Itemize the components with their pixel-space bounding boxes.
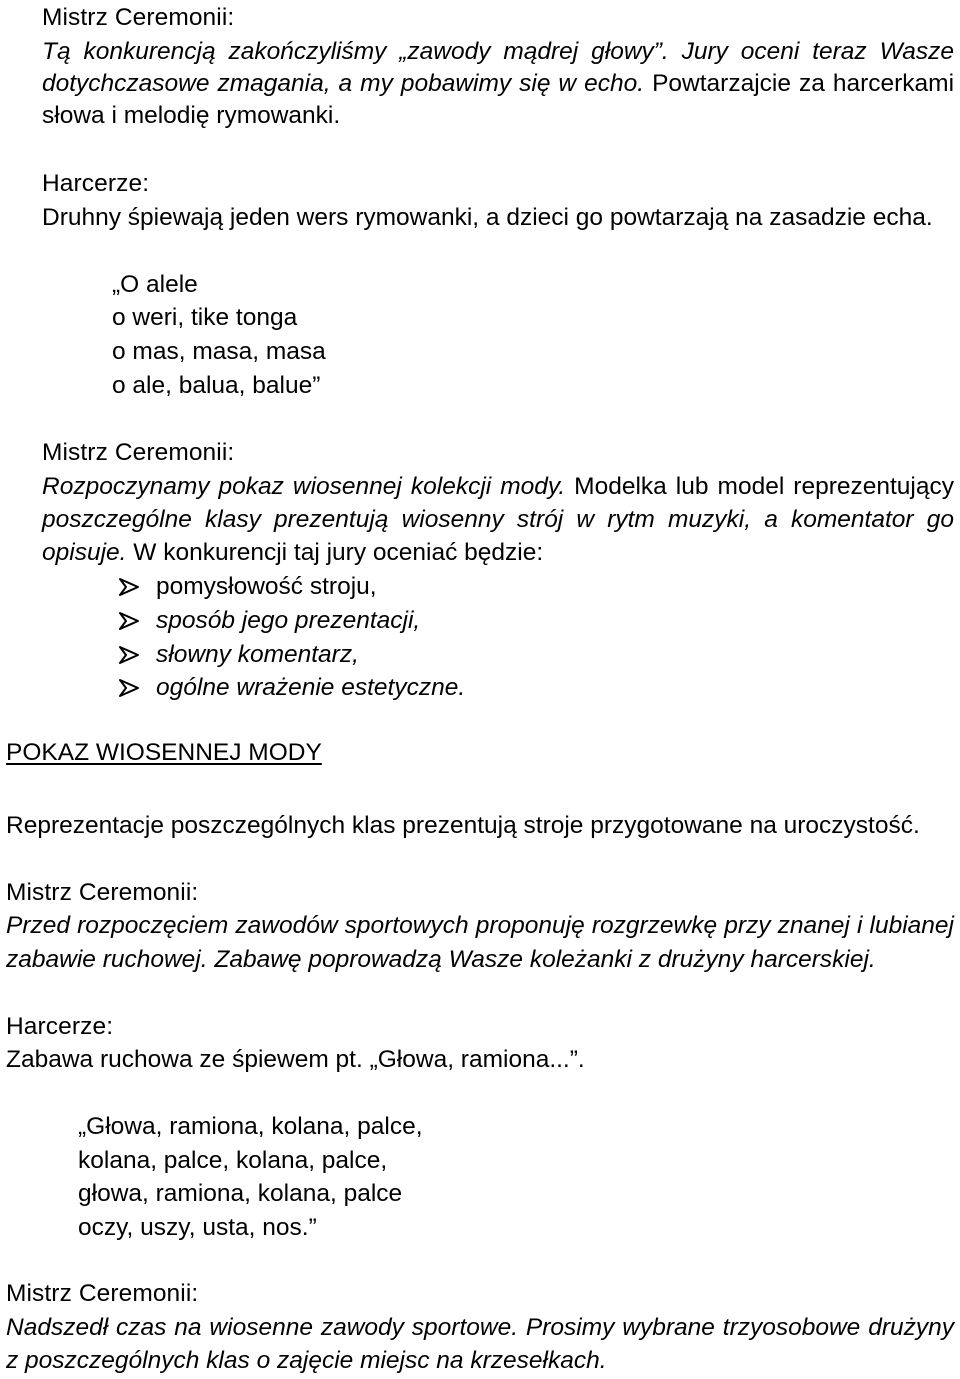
song-line: głowa, ramiona, kolana, palce <box>78 1180 403 1207</box>
song-line: „Głowa, ramiona, kolana, palce, <box>78 1113 423 1140</box>
paragraph-line: poszczególne klasy prezentują wiosenny strój w rytm muzyki, a komentator go <box>42 506 954 533</box>
paragraph-line: Rozpoczynamy pokaz wiosennej kolekcji mody. Modelka lub model reprezentujący <box>42 473 954 500</box>
arrowhead-bullet-icon <box>118 645 140 665</box>
bullet-item <box>118 638 718 672</box>
song-line: o ale, balua, balue” <box>112 372 321 399</box>
paragraph-line: zabawie ruchowej. Zabawę poprowadzą Wasze koleżanki z drużyny harcerskiej. <box>6 946 876 973</box>
song-line: oczy, uszy, usta, nos.” <box>78 1214 317 1241</box>
paragraph-line: opisuje. W konkurencji taj jury oceniać będzie: <box>42 539 544 566</box>
song-line: kolana, palce, kolana, palce, <box>78 1147 388 1174</box>
speaker-heading: Mistrz Ceremonii: <box>6 1280 199 1307</box>
paragraph-line: Tą konkurencją zakończyliśmy „zawody mądrej głowy”. Jury oceni teraz Wasze <box>42 38 954 65</box>
song-line: o mas, masa, masa <box>112 338 326 365</box>
speaker-heading: Harcerze: <box>42 170 150 197</box>
paragraph-segment: opisuje. <box>42 539 127 566</box>
speaker-heading: Mistrz Ceremonii: <box>6 879 199 906</box>
arrowhead-bullet-icon <box>118 678 140 698</box>
speaker-heading: Harcerze: <box>6 1013 114 1040</box>
bullet-text: sposób jego prezentacji, <box>156 607 421 634</box>
arrowhead-bullet-icon <box>118 611 140 631</box>
speaker-heading: Mistrz Ceremonii: <box>42 4 235 31</box>
speaker-heading: Mistrz Ceremonii: <box>42 439 235 466</box>
paragraph-line: słowa i melodię rymowanki. <box>42 102 341 129</box>
bullet-text: pomysłowość stroju, <box>156 573 377 600</box>
bullet-item <box>118 671 718 705</box>
paragraph-line: Zabawa ruchowa ze śpiewem pt. „Głowa, ramiona...”. <box>6 1046 585 1073</box>
bullet-text: ogólne wrażenie estetyczne. <box>156 674 466 701</box>
paragraph-line: Druhny śpiewają jeden wers rymowanki, a dzieci go powtarzają na zasadzie echa. <box>42 204 933 231</box>
paragraph-line: Przed rozpoczęciem zawodów sportowych proponuję rozgrzewkę przy znanej i lubianej <box>6 912 954 939</box>
song-line: o weri, tike tonga <box>112 304 298 331</box>
section-title: POKAZ WIOSENNEJ MODY <box>6 739 322 766</box>
paragraph-line: Reprezentacje poszczególnych klas prezentują stroje przygotowane na uroczystość. <box>6 812 920 839</box>
bullet-item <box>118 570 718 604</box>
paragraph-segment: dotychczasowe zmagania, a my pobawimy się w echo. <box>42 70 645 97</box>
bullet-item <box>118 604 718 638</box>
bullet-text: słowny komentarz, <box>156 641 359 668</box>
paragraph-line: Nadszedł czas na wiosenne zawody sportowe. Prosimy wybrane trzyosobowe drużyny <box>6 1314 954 1341</box>
song-line: „O alele <box>112 271 198 298</box>
paragraph-line: dotychczasowe zmagania, a my pobawimy się w echo. Powtarzajcie za harcerkami <box>42 70 955 97</box>
paragraph-segment: Rozpoczynamy pokaz wiosennej kolekcji mody. <box>42 473 566 500</box>
paragraph-line: z poszczególnych klas o zajęcie miejsc na krzesełkach. <box>6 1347 607 1374</box>
arrowhead-bullet-icon <box>118 577 140 597</box>
